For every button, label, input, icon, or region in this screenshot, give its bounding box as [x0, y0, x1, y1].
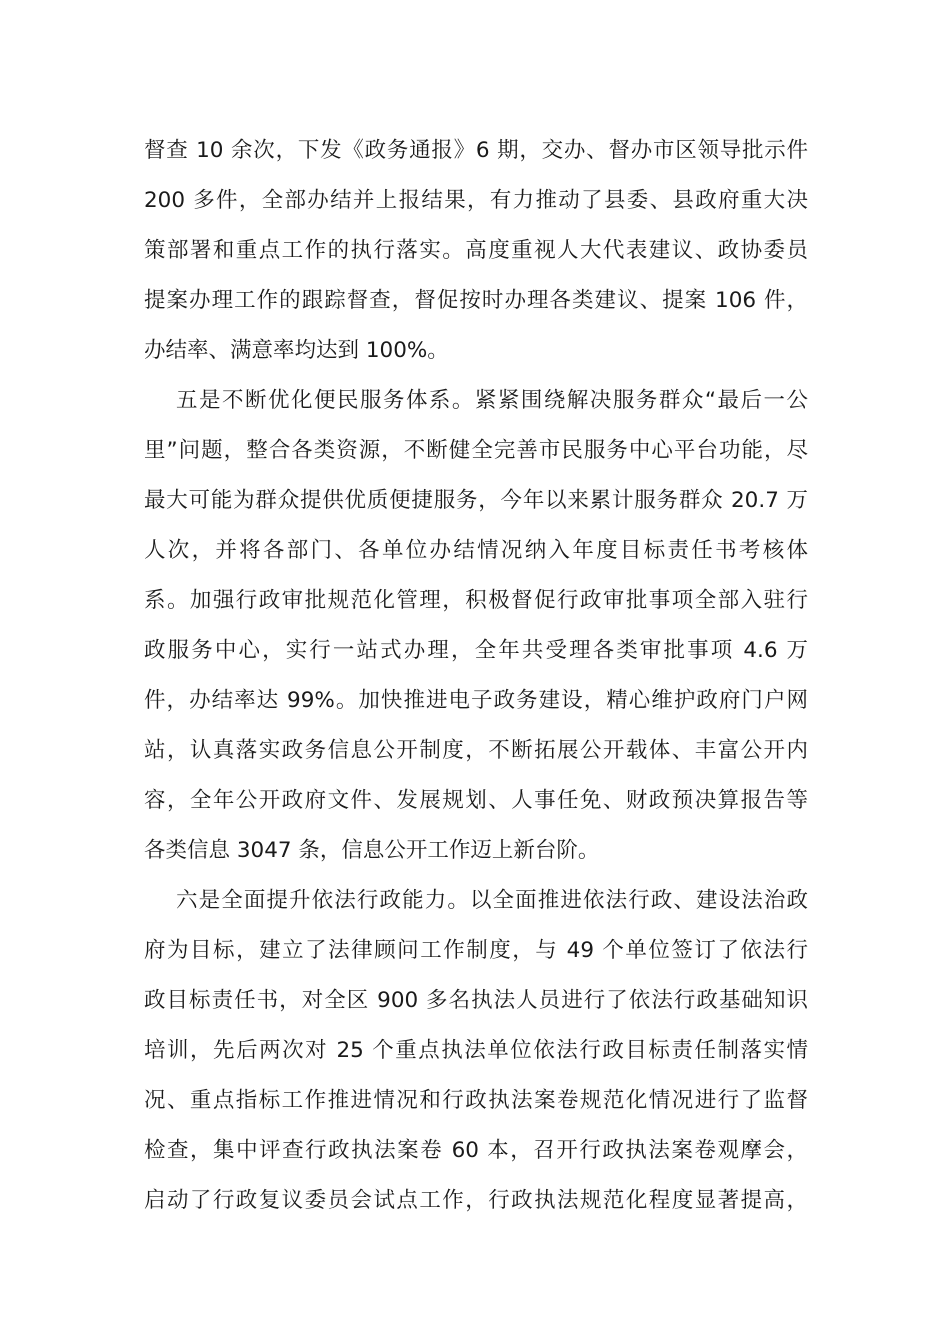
text-line: 政目标责任书，对全区 900 多名执法人员进行了依法行政基础知识 — [144, 988, 808, 1013]
text-line: 办结率、满意率均达到 100%。 — [144, 338, 449, 363]
document-body — [144, 126, 808, 1226]
text-line: 督查 10 余次，下发《政务通报》6 期，交办、督办市区领导批示件 — [144, 138, 808, 163]
text-line: 200 多件，全部办结并上报结果，有力推动了县委、县政府重大决 — [144, 188, 808, 213]
text-line: 培训，先后两次对 25 个重点执法单位依法行政目标责任制落实情 — [144, 1038, 808, 1063]
text-line: 况、重点指标工作推进情况和行政执法案卷规范化情况进行了监督 — [144, 1088, 808, 1113]
text-line: 里”问题，整合各类资源，不断健全完善市民服务中心平台功能，尽 — [144, 438, 808, 463]
text-line: 系。加强行政审批规范化管理，积极督促行政审批事项全部入驻行 — [144, 588, 808, 613]
text-line: 件，办结率达 99%。加快推进电子政务建设，精心维护政府门户网 — [144, 688, 808, 713]
text-line: 政服务中心，实行一站式办理，全年共受理各类审批事项 4.6 万 — [144, 638, 808, 663]
text-line: 检查，集中评查行政执法案卷 60 本，召开行政执法案卷观摩会， — [144, 1138, 808, 1163]
text-line: 人次，并将各部门、各单位办结情况纳入年度目标责任书考核体 — [144, 538, 808, 563]
text-line: 站，认真落实政务信息公开制度，不断拓展公开载体、丰富公开内 — [144, 738, 808, 763]
text-line: 六是全面提升依法行政能力。以全面推进依法行政、建设法治政 — [176, 888, 808, 913]
text-line: 提案办理工作的跟踪督查，督促按时办理各类建议、提案 106 件， — [144, 288, 808, 313]
text-line: 五是不断优化便民服务体系。紧紧围绕解决服务群众“最后一公 — [176, 388, 808, 413]
text-line: 策部署和重点工作的执行落实。高度重视人大代表建议、政协委员 — [144, 238, 808, 263]
text-line: 最大可能为群众提供优质便捷服务，今年以来累计服务群众 20.7 万 — [144, 488, 808, 513]
text-line: 容，全年公开政府文件、发展规划、人事任免、财政预决算报告等 — [144, 788, 808, 813]
text-line: 各类信息 3047 条，信息公开工作迈上新台阶。 — [144, 838, 600, 863]
text-line: 府为目标，建立了法律顾问工作制度，与 49 个单位签订了依法行 — [144, 938, 808, 963]
text-line: 启动了行政复议委员会试点工作，行政执法规范化程度显著提高， — [144, 1188, 808, 1213]
